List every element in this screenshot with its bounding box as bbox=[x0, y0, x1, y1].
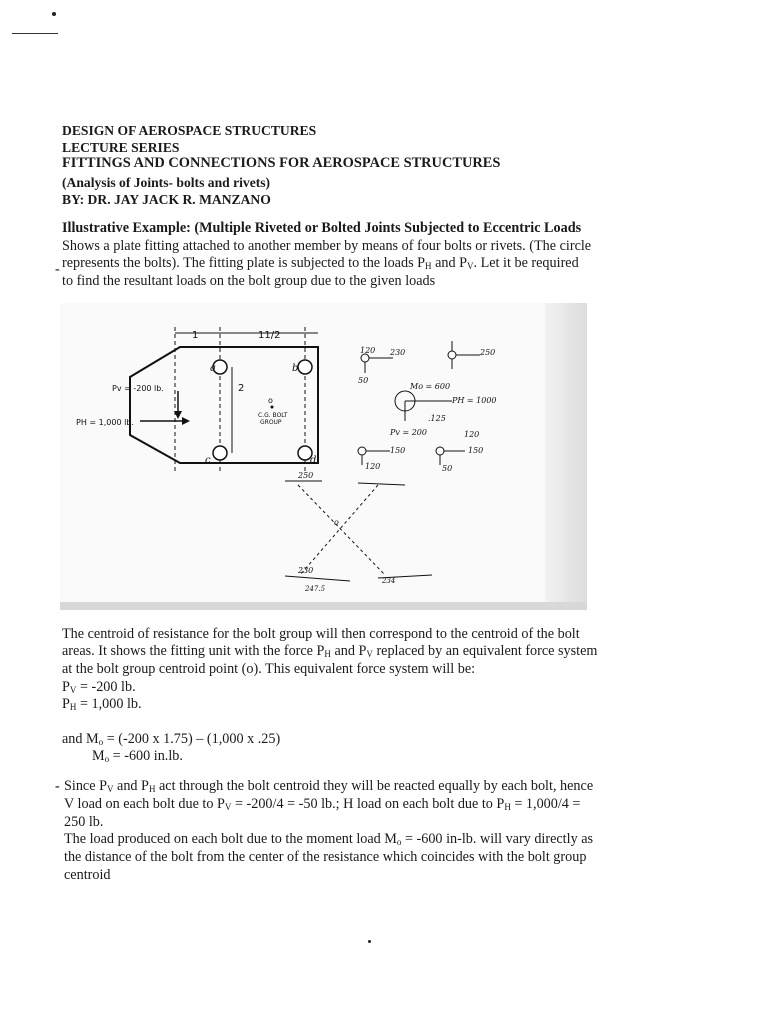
sketch-diagonals bbox=[298, 485, 385, 575]
series-title: LECTURE SERIES bbox=[62, 140, 180, 155]
hw-mo: Mo = 600 bbox=[410, 382, 451, 391]
hw-150-d: 150 bbox=[468, 446, 484, 455]
hw-150: 150 bbox=[390, 446, 406, 455]
hw-125: .125 bbox=[428, 414, 446, 423]
body-line-1: The centroid of resistance for the bolt group will then correspond to the centroid of the bolt bbox=[62, 626, 580, 642]
example-title: Illustrative Example: (Multiple Riveted or Bolted Joints Subjected to Eccentric Loads bbox=[62, 220, 582, 236]
since-line-3: 250 lb. bbox=[64, 814, 104, 830]
hw-ph: PH = 1000 bbox=[452, 396, 497, 405]
bolt-a-label: a bbox=[210, 363, 216, 374]
hw-a250: 250 bbox=[298, 471, 314, 480]
hw-120: 120 bbox=[360, 346, 376, 355]
hw-c230: 230 bbox=[298, 566, 314, 575]
example-line-1: Shows a plate fitting attached to another member by means of four bolts or rivets. (The circle bbox=[62, 238, 592, 254]
pv-label: Pv = -200 lb. bbox=[112, 384, 164, 393]
centroid-o: o bbox=[268, 396, 273, 405]
hw-pv: Pv = 200 bbox=[390, 428, 427, 437]
margin-mark: - bbox=[55, 779, 60, 794]
body-line-2: areas. It shows the fitting unit with the force $P_H$ and $P_V$ replaced by an equivalent force system bbox=[62, 643, 598, 659]
hw-c247: 247.5 bbox=[305, 585, 326, 593]
topic-title: FITTINGS AND CONNECTIONS FOR AEROSPACE STRUCTURES bbox=[62, 155, 501, 171]
since-line-1: Since $P_V$ and $P_H$ act through the bolt centroid they will be reacted equally by each bolt, hence bbox=[64, 778, 594, 794]
figure-drawing bbox=[60, 303, 587, 610]
author-line: BY: DR. JAY JACK R. MANZANO bbox=[62, 192, 271, 207]
hw-o: o bbox=[334, 518, 339, 527]
hw-50: 50 bbox=[358, 376, 369, 385]
top-rule bbox=[12, 33, 58, 34]
hw-120-c: 120 bbox=[365, 462, 381, 471]
cg-label-1: C.G. BOLT bbox=[258, 412, 288, 419]
hw-230: 230 bbox=[390, 348, 406, 357]
bolt-d-label: d bbox=[310, 455, 317, 466]
course-title: DESIGN OF AEROSPACE STRUCTURES bbox=[62, 123, 317, 138]
example-line-3: to find the resultant loads on the bolt group due to the given loads bbox=[62, 273, 436, 289]
scan-dot bbox=[368, 940, 371, 943]
hw-120-d: 120 bbox=[464, 430, 480, 439]
since-line-2: V load on each bolt due to $P_V = -200/4 = -50$ lb.; H load on each bolt due to $P_H = 1,000/4$ = bbox=[64, 796, 581, 812]
bolt-b-label: b bbox=[292, 363, 299, 374]
bolt-group-figure bbox=[60, 303, 587, 610]
bolt-b bbox=[298, 360, 312, 374]
bolt-c bbox=[213, 446, 227, 460]
ph-label: PH = 1,000 lb. bbox=[76, 418, 134, 427]
moment-load-line-3: centroid bbox=[64, 867, 111, 883]
centroid-point bbox=[271, 406, 274, 409]
dim-1: 1 bbox=[192, 330, 199, 341]
sketch-bolt-b bbox=[448, 341, 480, 369]
subtopic-title: (Analysis of Joints- bolts and rivets) bbox=[62, 175, 271, 190]
sketch-bolt-a bbox=[361, 354, 393, 373]
body-line-3: at the bolt group centroid point (o). This equivalent force system will be: bbox=[62, 661, 476, 677]
cg-label-2: GROUP bbox=[260, 419, 282, 426]
hw-d234: 234 bbox=[382, 577, 396, 585]
moment-load-line-1: The load produced on each bolt due to the moment load $M_o = -600$ in-lb. will vary directly as bbox=[64, 831, 594, 847]
hw-50-d: 50 bbox=[442, 464, 453, 473]
sketch-bolt-d bbox=[436, 447, 465, 465]
bolt-c-label: c bbox=[205, 455, 211, 466]
moment-load-line-2: the distance of the bolt from the center of the resistance which coincides with the bolt group bbox=[64, 849, 587, 865]
scan-dot bbox=[52, 12, 56, 16]
moment-equation: and $M_o = (-200$ x 1.75) – (1,000 x .25) bbox=[62, 731, 281, 747]
ph-equation: $P_H = 1,000$ lb. bbox=[62, 696, 142, 712]
pv-equation: $P_V = -200$ lb. bbox=[62, 679, 136, 695]
margin-mark: - bbox=[55, 262, 60, 277]
hw-250: 250 bbox=[480, 348, 496, 357]
dim-112: 11/2 bbox=[258, 330, 281, 341]
moment-result: $M_o = -600$ in.lb. bbox=[92, 748, 183, 764]
dim-2: 2 bbox=[238, 383, 245, 394]
example-line-2: represents the bolts). The fitting plate is subjected to the loads $P_H$ and $P_V$. Let it be required bbox=[62, 255, 579, 271]
